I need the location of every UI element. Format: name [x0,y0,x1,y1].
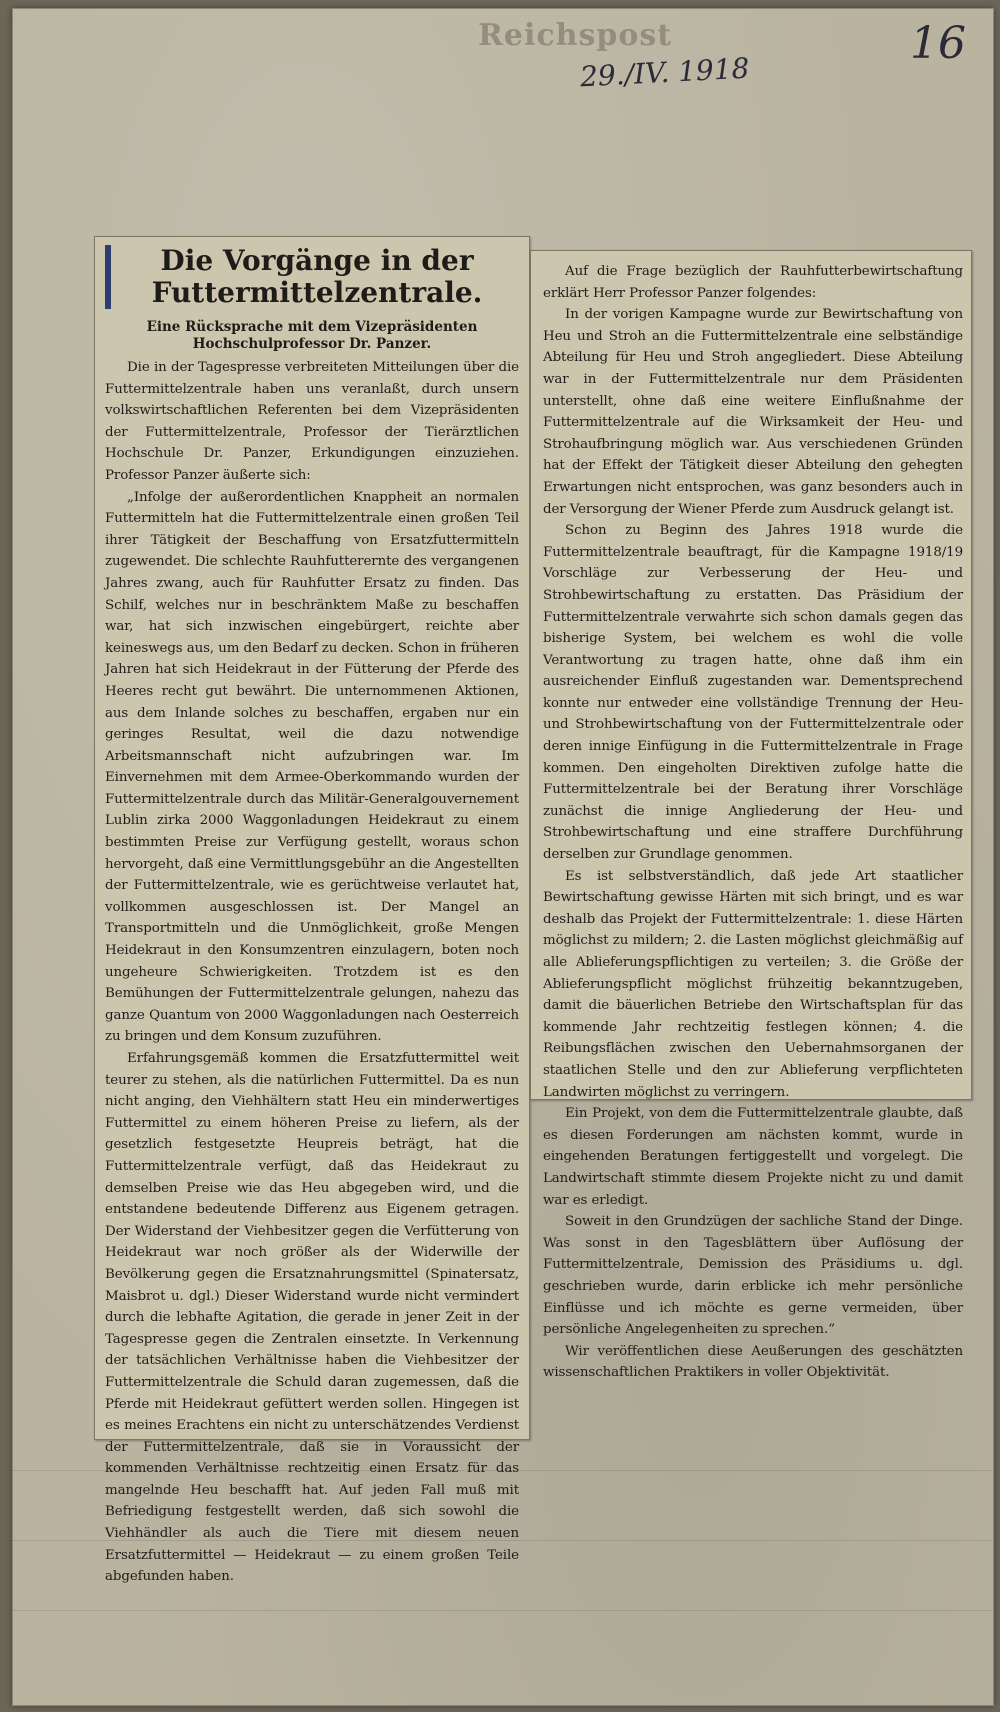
paragraph: Die in der Tagespresse verbreiteten Mitteilungen über die Futtermittelzentrale haben uns veranlaßt, durch unsern volkswirtschaftlichen Referenten bei dem Vizepräsidenten der Futtermittelzentrale, Professor der Tierärztlichen Hochschule Dr. Panzer, Erkundigungen einzuziehen. Professor Panzer äußerte sich: [105,360,519,483]
article-subheadline: Eine Rücksprache mit dem Vizepräsidenten Hochschulprofessor Dr. Panzer. [146,319,478,352]
paragraph: Soweit in den Grundzügen der sachliche Stand der Dinge. Was sonst in den Tagesblättern über Auflösung der Futtermittelzentrale, Demission des Präsidiums u. dgl. geschrieben wurde, darin erblicke ich mehr persönliche Einflüsse und ich möchte es gerne vermeiden, über persönliche Angelegenheiten zu sprechen.“ [543,1214,963,1338]
right-column-text [543,261,963,1384]
publication-stamp: Reichspost [478,18,673,53]
paragraph: Schon zu Beginn des Jahres 1918 wurde die Futtermittelzentrale beauftragt, für die Kampagne 1918/19 Vorschläge zur Verbesserung der Heu- und Strohbewirtschaftung zu erstatten. Das Präsidium der Futtermittelzentrale verwahrte sich schon damals gegen das bisherige System, bei welchem es wohl die volle Verantwortung zu tragen hatte, ohne daß ihm ein ausreichender Einfluß zugestanden war. Dementsprechend konnte nur entweder eine vollständige Trennung der Heu- und Strohbewirtschaftung von der Futtermittelzentrale oder deren innige Einfügung in die Futtermittelzentrale in Frage kommen. Den eingeholten Direktiven zufolge hatte die Futtermittelzentrale bei der Beratung ihrer Vorschläge zunächst die innige Angliederung der Heu- und Strohbewirtschaftung und eine straffere Durchführung derselben zur Grundlage genommen. [543,523,963,863]
clipping-left-column [94,236,530,1585]
paragraph: Es ist selbstverständlich, daß jede Art staatlicher Bewirtschaftung gewisse Härten mit sich bringt, und es war deshalb das Projekt der Futtermittelzentrale: 1. diese Härten möglichst zu mildern; 2. die Lasten möglichst gleichmäßig auf alle Ablieferungspflichtigen zu verteilen; 3. die Größe der Ablieferungspflicht möglichst frühzeitig bekanntzugeben, damit die bäuerlichen Betriebe den Wirtschaftsplan für das kommende Jahr rechtzeitig festlegen können; 4. die Reibungsflächen zwischen den Uebernahmsorganen der staatlichen Stelle und den zur Ablieferung verpflichteten Landwirten möglichst zu verringern. [543,868,963,1100]
handwritten-page-number: 16 [910,18,966,69]
paragraph: Erfahrungsgemäß kommen die Ersatzfuttermittel weit teurer zu stehen, als die natürlichen Futtermittel. Da es nun nicht anging, den Viehhältern statt Heu ein minderwertiges Futtermittel zu einem höheren Preise zu liefern, als der gesetzlich festgesetzte Heupreis beträgt, hat die Futtermittelzentrale verfügt, daß das Heidekraut zu demselben Preise wie das Heu abgegeben wird, und die entstandene bedeutende Differenz aus Eigenem getragen. Der Widerstand der Viehbesitzer gegen die Verfütterung von Heidekraut war noch größer als der Widerwille der Bevölkerung gegen die Ersatznahrungsmittel (Spinatersatz, Maisbrot u. dgl.) Dieser Widerstand wurde nicht vermindert durch die lebhafte Agitation, die gerade in jener Zeit in der Tagespresse gegen die Zentralen einsetzte. In Verkennung der tatsächlichen Verhältnisse haben die Viehbesitzer der Futtermittelzentrale die Schuld daran zugemessen, daß die Pferde mit Heidekraut gefüttert werden sollen. Hingegen ist es meines Erachtens ein nicht zu unterschätzendes Verdienst der Futtermittelzentrale, daß sie in Voraussicht der kommenden Verhältnisse rechtzeitig einen Ersatz für das mangelnde Heu beschafft hat. Auf jeden Fall muß mit Befriedigung festgestellt werden, daß sich sowohl die Viehhändler als auch die Tiere mit diesem neuen Ersatzfuttermittel — Heidekraut — zu einem großen Teile abgefunden haben. [105,1051,519,1585]
paragraph: Wir veröffentlichen diese Aeußerungen des geschätzten wissenschaftlichen Praktikers in voller Objektivität. [543,1343,963,1381]
handwritten-date: 29./IV. 1918 [579,51,751,94]
paragraph: In der vorigen Kampagne wurde zur Bewirtschaftung von Heu und Stroh an die Futtermittelzentrale eine selbständige Abteilung für Heu und Stroh angegliedert. Diese Abteilung war in der Futtermittelzentrale nur dem Präsidenten unterstellt, ohne daß eine weitere Einflußnahme der Futtermittelzentrale auf die Wirksamkeit der Heu- und Strohaufbringung möglich war. Aus verschiedenen Gründen hat der Effekt der Tätigkeit dieser Abteilung den gehegten Erwartungen nicht entsprochen, was ganz besonders auch in der Versorgung der Wiener Pferde zum Ausdruck gelangt ist. [543,307,963,517]
clipping-right-column [530,250,972,1381]
paragraph: Auf die Frage bezüglich der Rauhfutterbewirtschaftung erklärt Herr Professor Panzer folgendes: [543,264,963,301]
paragraph: Ein Projekt, von dem die Futtermittelzentrale glaubte, daß es diesen Forderungen am nächsten kommt, wurde in eingehenden Beratungen fertiggestellt und vorgelegt. Die Landwirtschaft stimmte diesem Projekte nicht zu und damit war es erledigt. [543,1106,963,1208]
article-headline: Die Vorgänge in der Futtermittelzentrale. [105,245,519,309]
left-column-text [105,357,519,1588]
paper-fold-line [12,1610,992,1611]
paragraph: „Infolge der außerordentlichen Knappheit an normalen Futtermitteln hat die Futtermittelzentrale einen großen Teil ihrer Tätigkeit der Beschaffung von Ersatzfuttermitteln zugewendet. Die schlechte Rauhfutterernte des vergangenen Jahres zwang, auch für Rauhfutter Ersatz zu finden. Das Schilf, welches nur in beschränktem Maße zu beschaffen war, hat sich inzwischen eingebürgert, reichte aber keineswegs aus, um den Bedarf zu decken. Schon in früheren Jahren hat sich Heidekraut in der Fütterung der Pferde des Heeres recht gut bewährt. Die unternommenen Aktionen, aus dem Inlande solches zu beschaffen, ergaben nur ein geringes Resultat, weil die dazu notwendige Arbeitsmannschaft nicht aufzubringen war. Im Einvernehmen mit dem Armee-Oberkommando wurden der Futtermittelzentrale durch das Militär-Generalgouvernement Lublin zirka 2000 Waggonladungen Heidekraut zu einem bestimmten Preise zur Verfügung gestellt, woraus schon hervorgeht, daß eine Vermittlungsgebühr an die Angestellten der Futtermittelzentrale, wie es gerüchtweise verlautet hat, vollkommen ausgeschlossen ist. Der Mangel an Transportmitteln und die Unmöglichkeit, große Mengen Heidekraut in den Konsumzentren einzulagern, boten noch ungeheure Schwierigkeiten. Trotzdem ist es den Bemühungen der Futtermittelzentrale gelungen, nahezu das ganze Quantum von 2000 Waggonladungen nach Oesterreich zu bringen und dem Konsum zuzuführen. [105,489,519,1045]
